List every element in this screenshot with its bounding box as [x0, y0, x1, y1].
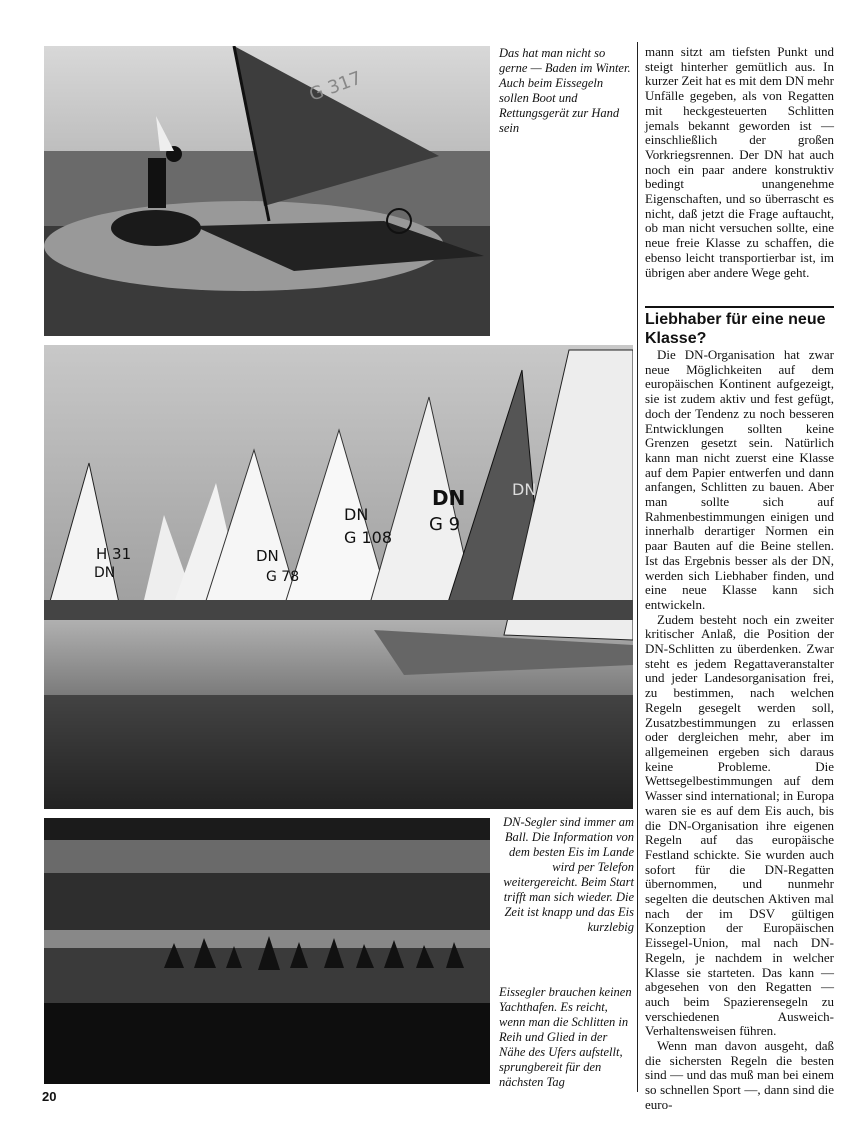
sail-number-3: DN	[344, 505, 369, 524]
article-intro	[645, 45, 834, 280]
sail-number-1b: DN	[94, 565, 116, 581]
caption-top	[499, 46, 632, 136]
sail-number-2b: G 78	[266, 569, 300, 585]
photo-ice-rescue	[44, 46, 490, 336]
sail-number-1: H 31	[96, 545, 132, 563]
sail-number-3b: G 108	[344, 528, 393, 547]
article-paragraph-3: Wenn man davon ausgeht, daß die sichersten Regeln die besten sind — und das muß man bei einem so schnellen Sport —, dann sind die euro-	[645, 1038, 834, 1112]
section-heading: Liebhaber für eine neue Klasse?	[645, 306, 834, 348]
sail-number-2: DN	[256, 547, 279, 565]
caption-middle	[499, 815, 634, 935]
photo-shoreline	[44, 818, 490, 1084]
article-paragraph-2: Zudem besteht noch ein zweiter kritischer Anlaß, die Position der DN-Schlitten zu überdenken. Zwar steht es jedem Regattaveranstalter und jeder Landesorganisation frei, zu bestimmen, nach welchen Regeln gesegelt werden soll, Zusatzbestimmungen zu erlassen oder dergleichen mehr, aber im allgemeinen ergeben sich daraus keine Probleme. Die Wettsegelbestimmungen auf dem Wasser sind international; in Europa waren sie es auf dem Eis auch, bis die DN-Organisation ihre eigenen Regeln auf das europäische Festland schickte. Sie wurden auch sofort für die DN-Regatten übernommen, und nunmehr segelten die deutschen Aktiven mal nach der im DSV gültigen Konzeption der Europäischen Eissegel-Union, mal nach DN-Regeln, je nachdem in welcher Klasse sie starteten. Das kann — abgesehen von den Regatten — auch beim Spazierensegeln zu verschiedenen Ausweich-Verhaltensweisen führen.	[645, 611, 834, 1039]
page-number: 20	[42, 1089, 57, 1104]
sail-number-4: DN	[432, 486, 466, 510]
sail-number-top: G 317	[306, 67, 365, 106]
caption-top-text: Das hat man nicht so gerne — Baden im Winter. Auch beim Eissegeln sollen Boot und Rettungsgerät zur Hand sein	[499, 46, 631, 135]
caption-bottom	[499, 985, 636, 1090]
caption-bottom-text: Eissegler brauchen keinen Yachthafen. Es reicht, wenn man die Schlitten in Reih und Glied in der Nähe des Ufers aufstellt, sprungbereit für den nächsten Tag	[499, 985, 632, 1089]
photo-dn-fleet	[44, 345, 633, 809]
article-body	[645, 348, 834, 1113]
caption-middle-text: DN-Segler sind immer am Ball. Die Information von dem besten Eis im Lande wird per Telefon weitergereicht. Beim Start trifft man sich wieder. Die Zeit ist knapp und das Eis kurzlebig	[503, 815, 634, 934]
article-intro-text: mann sitzt am tiefsten Punkt und steigt hinterher gemütlich aus. In kurzer Zeit hat es mit dem DN mehr Unfälle gegeben, als von Regatten mit heckgesteuerten Schlitten jemals bekannt geworden ist — einschließlich der großen Vorkriegsrennen. Der DN hat auch noch ein paar andere konstruktiv bedingt unangenehme Eigenschaften, und so überrascht es nicht, daß jetzt die Frage auftaucht, ob man nicht versuchen sollte, eine neue freie Klasse zu schaffen, die ebenso leicht transportierbar ist, im übrigen aber andere Wege geht.	[645, 44, 834, 280]
article-paragraph-1: Die DN-Organisation hat zwar neue Möglichkeiten auf dem europäischen Kontinent aufgezeigt, sie ist zudem aktiv und fest gefügt, doch der Tendenz zu noch besseren Entwicklungen sollten keine Grenzen gesetzt sein. Natürlich kann man nicht zuerst eine Klasse auf dem Papier entwerfen und dann anfangen, Schlitten zu bauen. Aber man sollte sich auf Rahmenbestimmungen einigen und innerhalb derartiger Normen ein paar Bauten auf die Beine stellen. Ist das Ergebnis besser als der DN, werden sich Liebhaber finden, und eine neue Klasse kann sich entwickeln.	[645, 347, 834, 612]
sail-number-4b: G 9	[429, 514, 461, 535]
column-divider	[637, 42, 638, 1092]
sail-number-5: DN	[512, 480, 537, 499]
